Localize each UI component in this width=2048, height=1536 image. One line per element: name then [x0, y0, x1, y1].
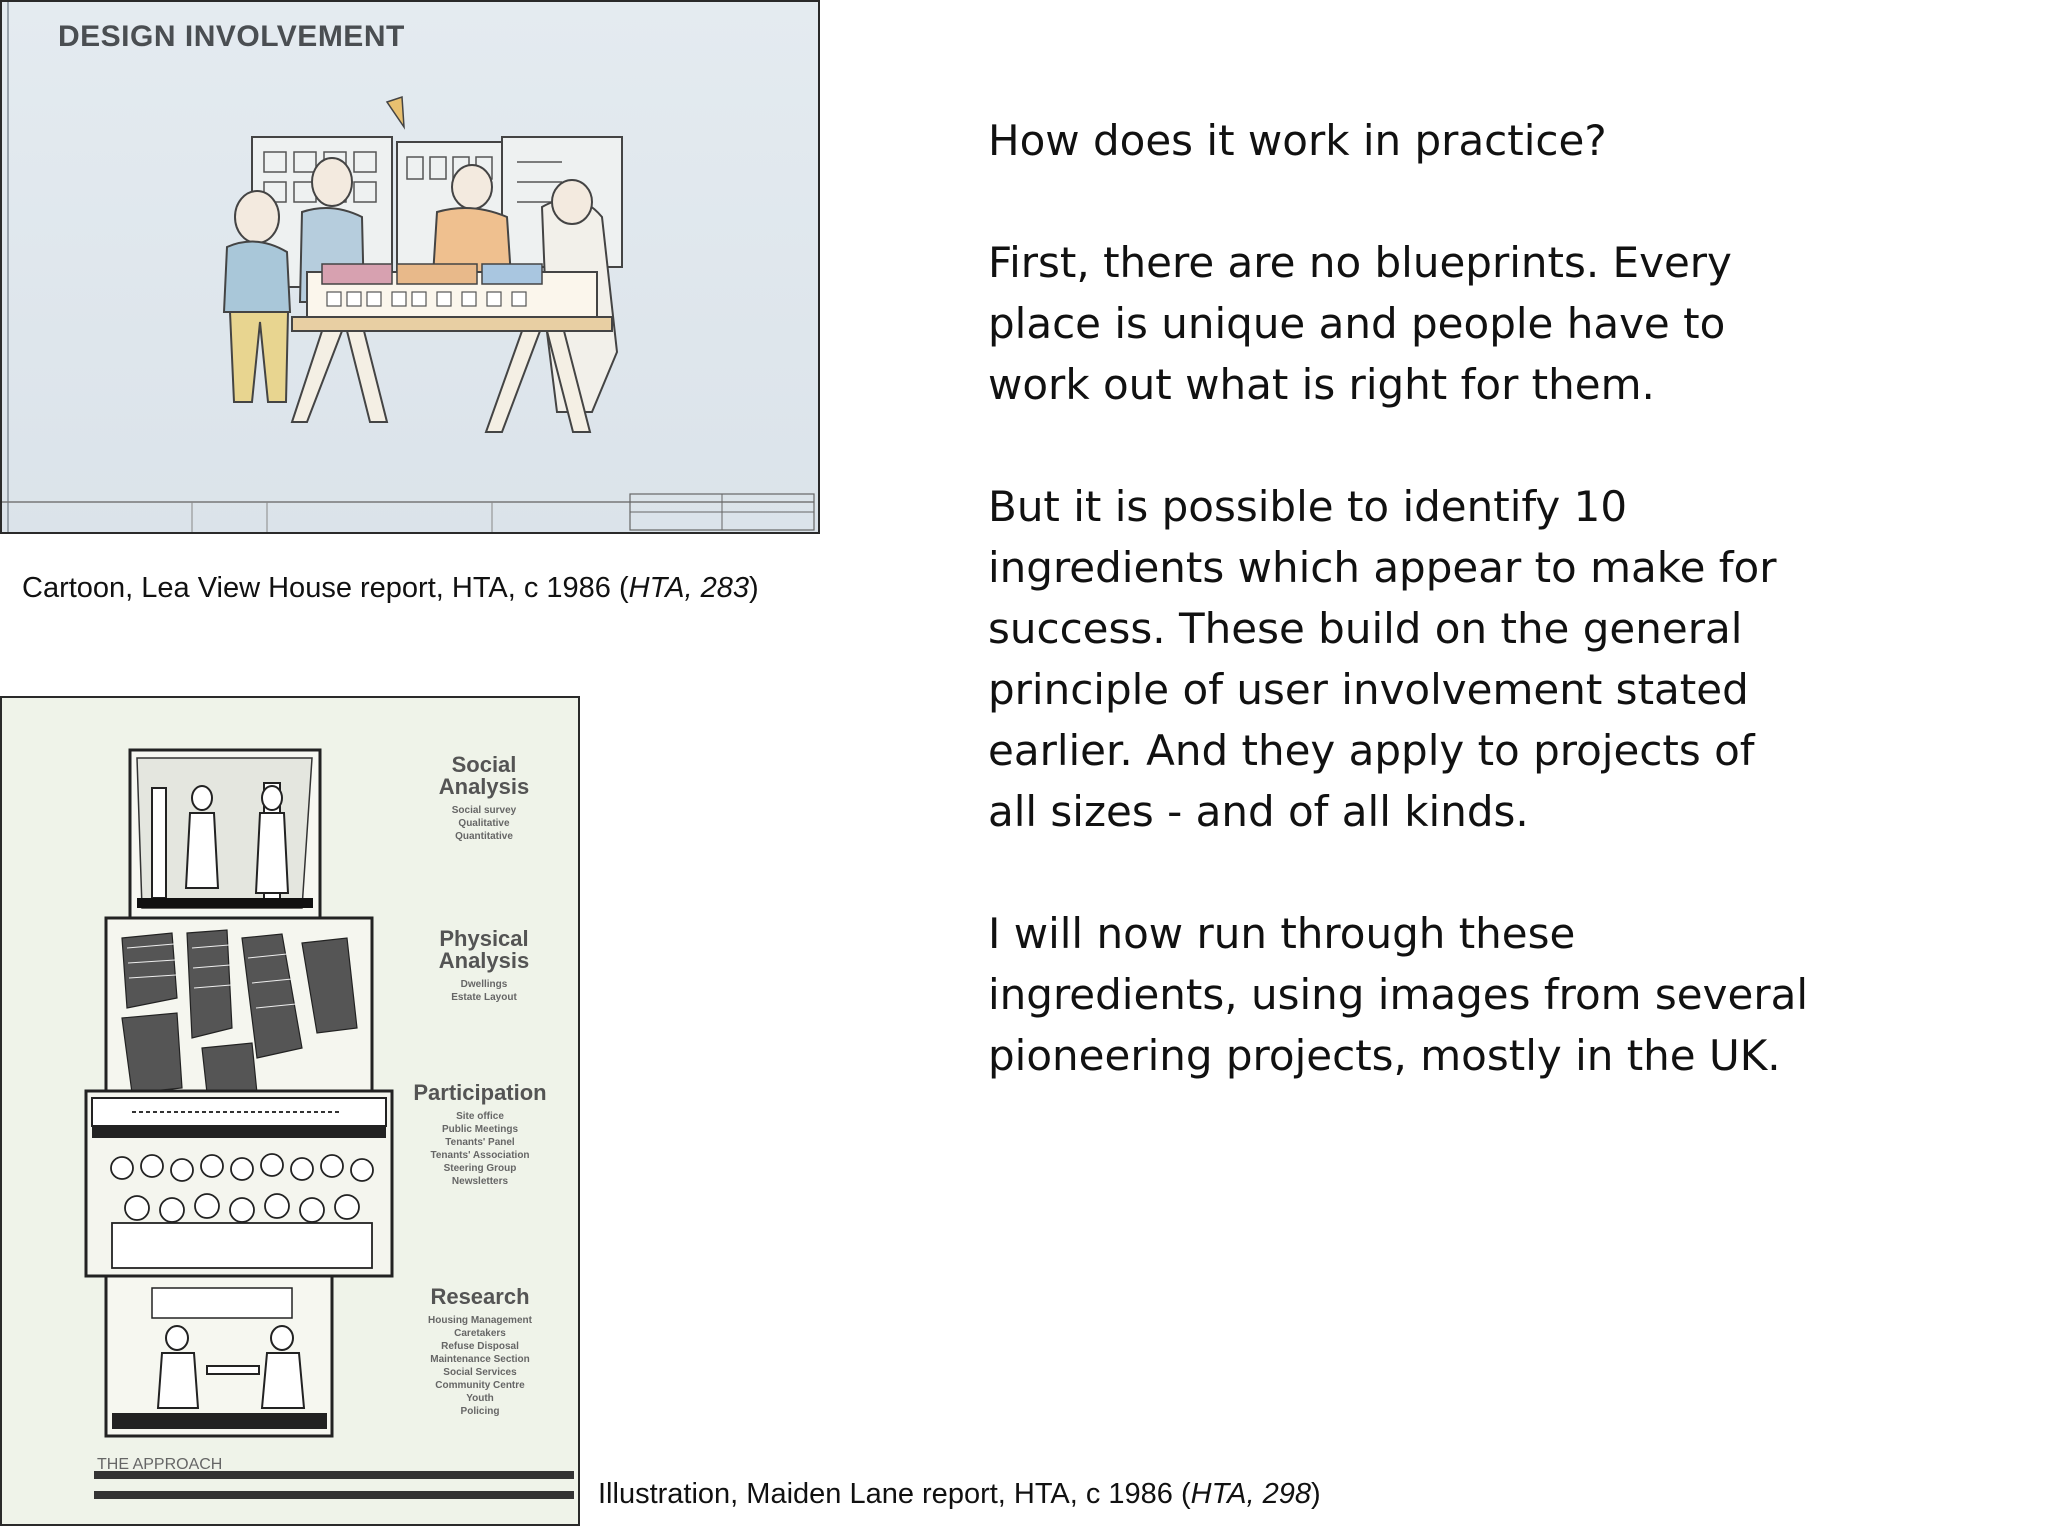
- panel-sub-item: Estate Layout: [451, 992, 517, 1003]
- panel-sub-item: Community Centre: [435, 1380, 525, 1391]
- panel-heading: Physical: [439, 926, 529, 951]
- top-image-caption: [22, 572, 759, 605]
- panel-sub-item: Public Meetings: [441, 1124, 519, 1135]
- panel-heading: Research: [430, 1284, 530, 1309]
- panel-sub-item: Maintenance Section: [430, 1354, 530, 1365]
- paragraph-ingredients: But it is possible to identify 10 ingredients which appear to make for success. These build on the general principle of user involvement stated earlier. And they apply to projects of all sizes - and of all kinds.: [988, 482, 1777, 836]
- panel-heading: Participation: [413, 1080, 547, 1105]
- panel-participation: [380, 1082, 580, 1188]
- caption-close: ): [1311, 1478, 1321, 1510]
- panel-sub-item: Youth: [466, 1393, 494, 1404]
- panel-sub-item: Social survey: [451, 805, 517, 816]
- panel-sub-item: Steering Group: [443, 1163, 517, 1174]
- panel-sub-item: Social Services: [443, 1367, 517, 1378]
- panel-sub-item: Policing: [460, 1406, 500, 1417]
- caption-reference: HTA, 298: [1190, 1478, 1312, 1510]
- panel-sub-item: Housing Management: [428, 1315, 532, 1326]
- panel-sub-item: Site office: [456, 1111, 504, 1122]
- paragraph-run-through: I will now run through these ingredients, using images from several pioneering projects, mostly in the UK.: [988, 909, 1809, 1080]
- panel-sub-item: Dwellings: [460, 979, 508, 990]
- approach-illustration: [0, 696, 580, 1526]
- panel-physical-analysis: [384, 928, 580, 1004]
- image-title: DESIGN INVOLVEMENT: [58, 20, 405, 53]
- panel-sub-item: Quantitative: [455, 831, 513, 842]
- panel-sub-item: Newsletters: [451, 1176, 509, 1187]
- caption-close: ): [748, 572, 759, 604]
- caption-reference: HTA, 283: [628, 572, 749, 604]
- panel-heading: Analysis: [438, 774, 530, 799]
- panel-social-analysis: [384, 754, 580, 843]
- panel-sub-item: Tenants' Panel: [445, 1137, 515, 1148]
- panel-research: [380, 1286, 580, 1418]
- design-involvement-cartoon: [0, 0, 820, 534]
- caption-text: Cartoon, Lea View House report, HTA, c 1986 (: [22, 572, 629, 604]
- panel-heading: Social: [451, 752, 517, 777]
- bottom-image-caption: [598, 1478, 1321, 1511]
- panel-sub-item: Tenants' Association: [430, 1150, 530, 1161]
- caption-text: Illustration, Maiden Lane report, HTA, c 1986 (: [598, 1478, 1191, 1510]
- paragraph-no-blueprints: First, there are no blueprints. Every place is unique and people have to work out what is right for them.: [988, 238, 1732, 409]
- cartoon-drawing: [2, 2, 820, 534]
- panel-sub-list: [384, 804, 580, 843]
- panel-sub-list: [380, 1110, 580, 1188]
- slide-body-text: [988, 110, 1808, 1147]
- paragraph-question: How does it work in practice?: [988, 116, 1607, 165]
- panel-sub-item: Refuse Disposal: [441, 1341, 519, 1352]
- panel-sub-list: [380, 1314, 580, 1418]
- panel-sub-item: Caretakers: [454, 1328, 506, 1339]
- panel-sub-list: [384, 978, 580, 1004]
- panel-sub-item: Qualitative: [458, 818, 510, 829]
- panel-heading: Analysis: [438, 948, 530, 973]
- approach-footer: THE APPROACH: [97, 1456, 223, 1473]
